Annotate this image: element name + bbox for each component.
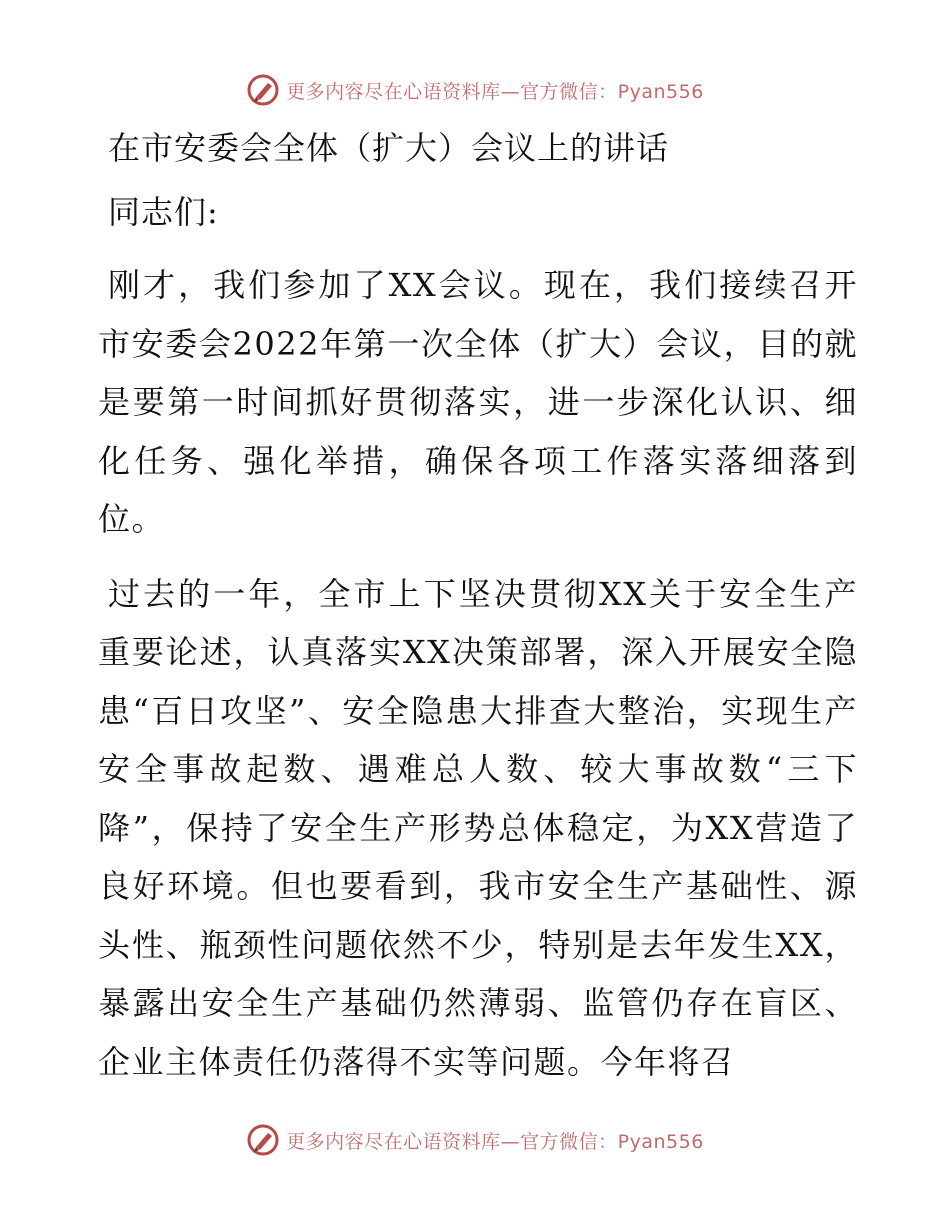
pen-logo-icon [246,73,280,107]
paragraph: 过去的一年，全市上下坚决贯彻XX关于安全生产重要论述，认真落实XX决策部署，深入开展安全隐患“百日攻坚”、安全隐患大排查大整治，实现生产安全事故起数、遇难总人数、较大事故数“三下降”，保持了安全生产形势总体稳定，为XX营造了良好环境。但也要看到，我市安全生产基础性、源头性、瓶颈性问题依然不少，特别是去年发生XX，暴露出安全生产基础仍然薄弱、监管仍存在盲区、企业主体责任仍落得不实等问题。今年将召 [98,574,858,1081]
pen-logo-icon [246,1123,280,1157]
paragraph: 刚才，我们参加了XX会议。现在，我们接续召开市安委会2022年第一次全体（扩大）会议，目的就是要第一时间抓好贯彻落实，进一步深化认识、细化任务、强化举措，确保各项工作落实落细落到位。 [98,266,858,538]
watermark-text: 更多内容尽在心语资料库—官方微信：Pyan556 [286,80,704,103]
watermark-text: 更多内容尽在心语资料库—官方微信：Pyan556 [286,1130,704,1153]
greeting: 同志们: [108,193,219,231]
document-body [98,124,858,1107]
watermark-footer [0,1120,950,1160]
watermark-header [0,70,950,110]
document-title: 在市安委会全体（扩大）会议上的讲话 [108,129,670,167]
